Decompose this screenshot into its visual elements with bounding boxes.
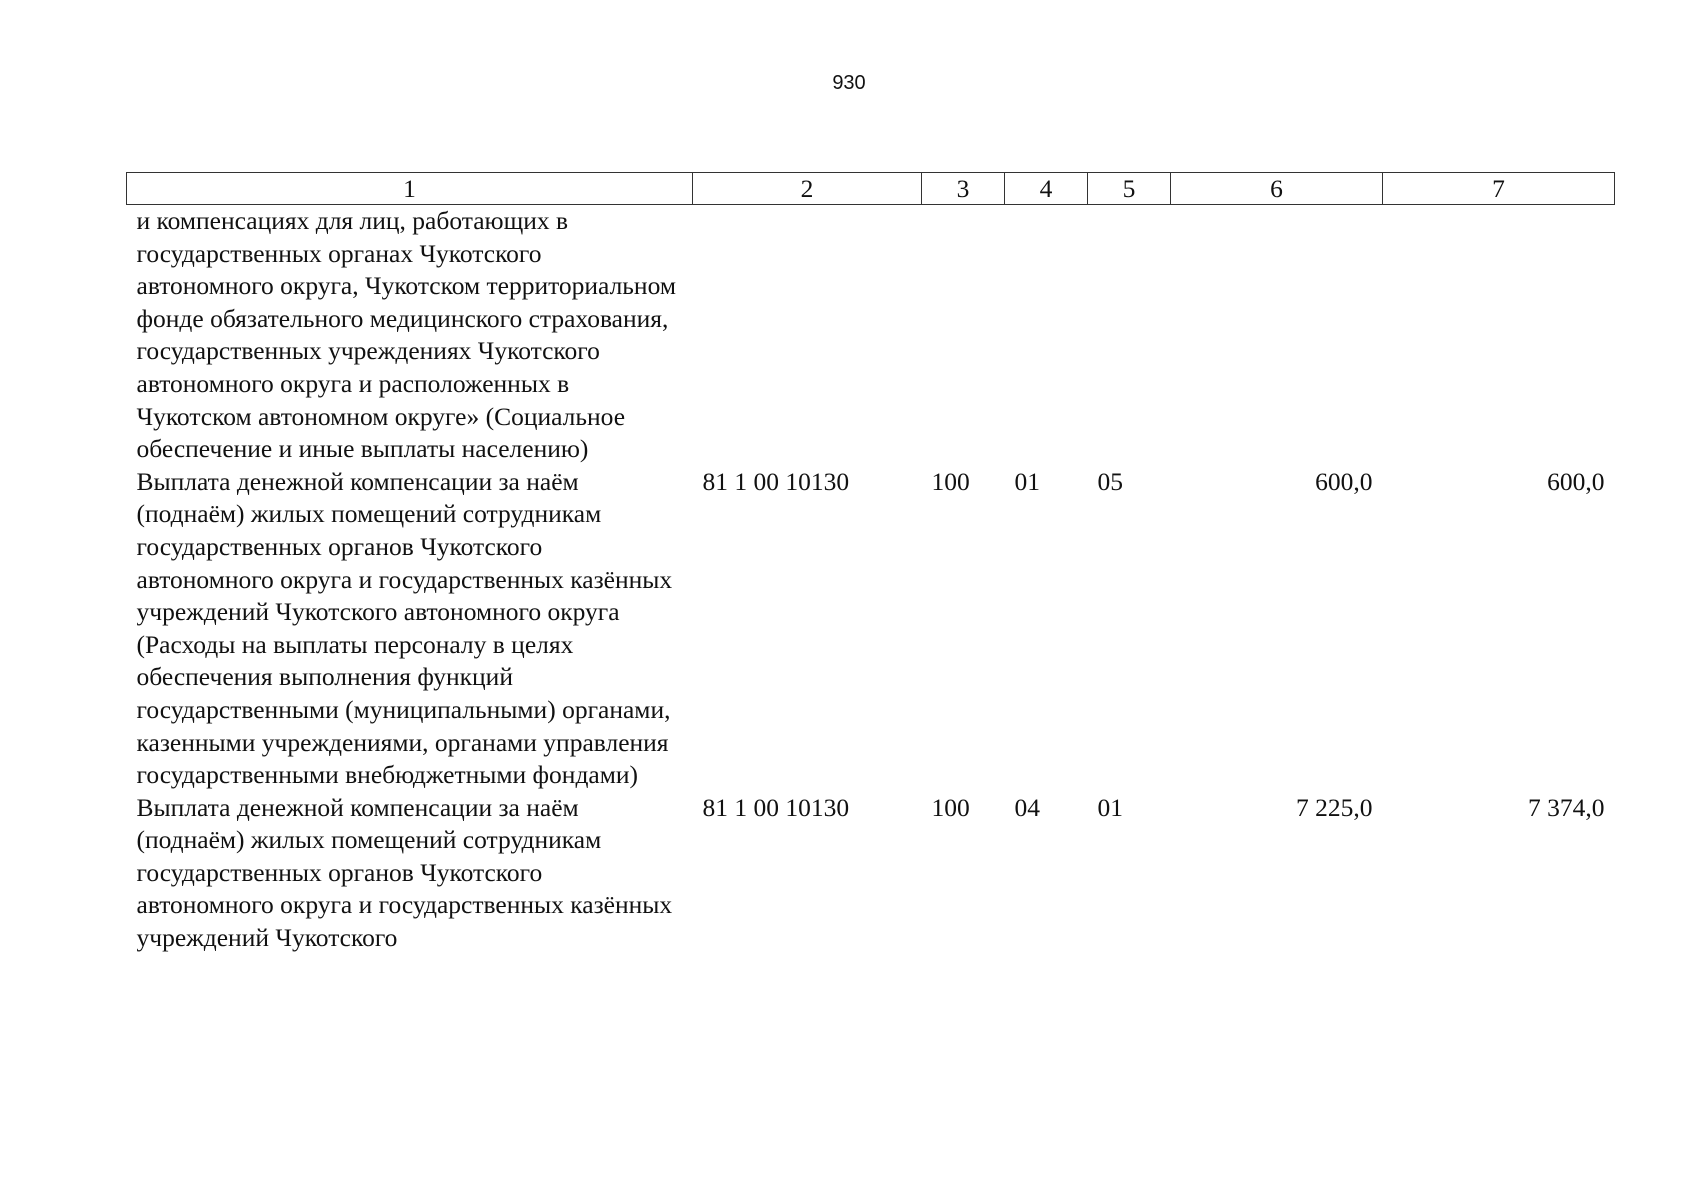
header-row xyxy=(127,173,1615,205)
header-col-5: 5 xyxy=(1088,173,1171,205)
row-amount-1: 600,0 xyxy=(1315,466,1373,496)
row-section xyxy=(1005,205,1088,466)
row-amount-2: 7 374,0 xyxy=(1528,792,1605,822)
row-target-code: 81 1 00 10130 xyxy=(702,466,850,496)
row-target-code: 81 1 00 10130 xyxy=(702,792,850,822)
row-subsection: 05 xyxy=(1097,466,1123,496)
table-header xyxy=(127,173,1615,205)
header-col-4: 4 xyxy=(1005,173,1088,205)
row-expense-type xyxy=(922,205,1005,466)
budget-table xyxy=(126,172,1615,955)
row-amount-2: 600,0 xyxy=(1547,466,1605,496)
header-col-1: 1 xyxy=(127,173,693,205)
row-amount-1 xyxy=(1171,205,1383,466)
row-target-code xyxy=(693,205,922,466)
row-section: 01 xyxy=(1014,466,1040,496)
row-description: Выплата денежной компенсации за наём (поднаём) жилых помещений сотрудникам государственных органов Чукотского автономного округа и государственных казённых учреждений Чукотского автономного округа (Расходы на выплаты персоналу в целях обеспечения выполнения функций государственными (муниципальными) органами, казенными учреждениями, органами управления государственными внебюджетными фондами) xyxy=(136,466,673,790)
row-expense-type: 100 xyxy=(931,792,970,822)
row-subsection: 01 xyxy=(1097,792,1123,822)
row-expense-type: 100 xyxy=(931,466,970,496)
row-amount-1: 7 225,0 xyxy=(1296,792,1373,822)
page-number: 930 xyxy=(832,72,866,94)
row-section: 04 xyxy=(1014,792,1040,822)
row-description: и компенсациях для лиц, работающих в государственных органах Чукотского автономного округа, Чукотском территориальном фонде обязательного медицинского страхования, государственных учреждениях Чукотского автономного округа и расположенных в Чукотском автономном округе» (Социальное обеспечение и иные выплаты населению) xyxy=(136,206,676,464)
row-amount-2 xyxy=(1383,205,1615,466)
row-subsection xyxy=(1088,205,1171,466)
row-description: Выплата денежной компенсации за наём (поднаём) жилых помещений сотрудникам государственных органов Чукотского автономного округа и государственных казённых учреждений Чукотского xyxy=(136,792,673,953)
header-col-6: 6 xyxy=(1171,173,1383,205)
header-col-7: 7 xyxy=(1383,173,1615,205)
table-body xyxy=(127,205,1615,955)
header-col-3: 3 xyxy=(922,173,1005,205)
header-col-2: 2 xyxy=(693,173,922,205)
table-row xyxy=(127,792,1615,955)
table-row xyxy=(127,205,1615,466)
table-row xyxy=(127,466,1615,792)
